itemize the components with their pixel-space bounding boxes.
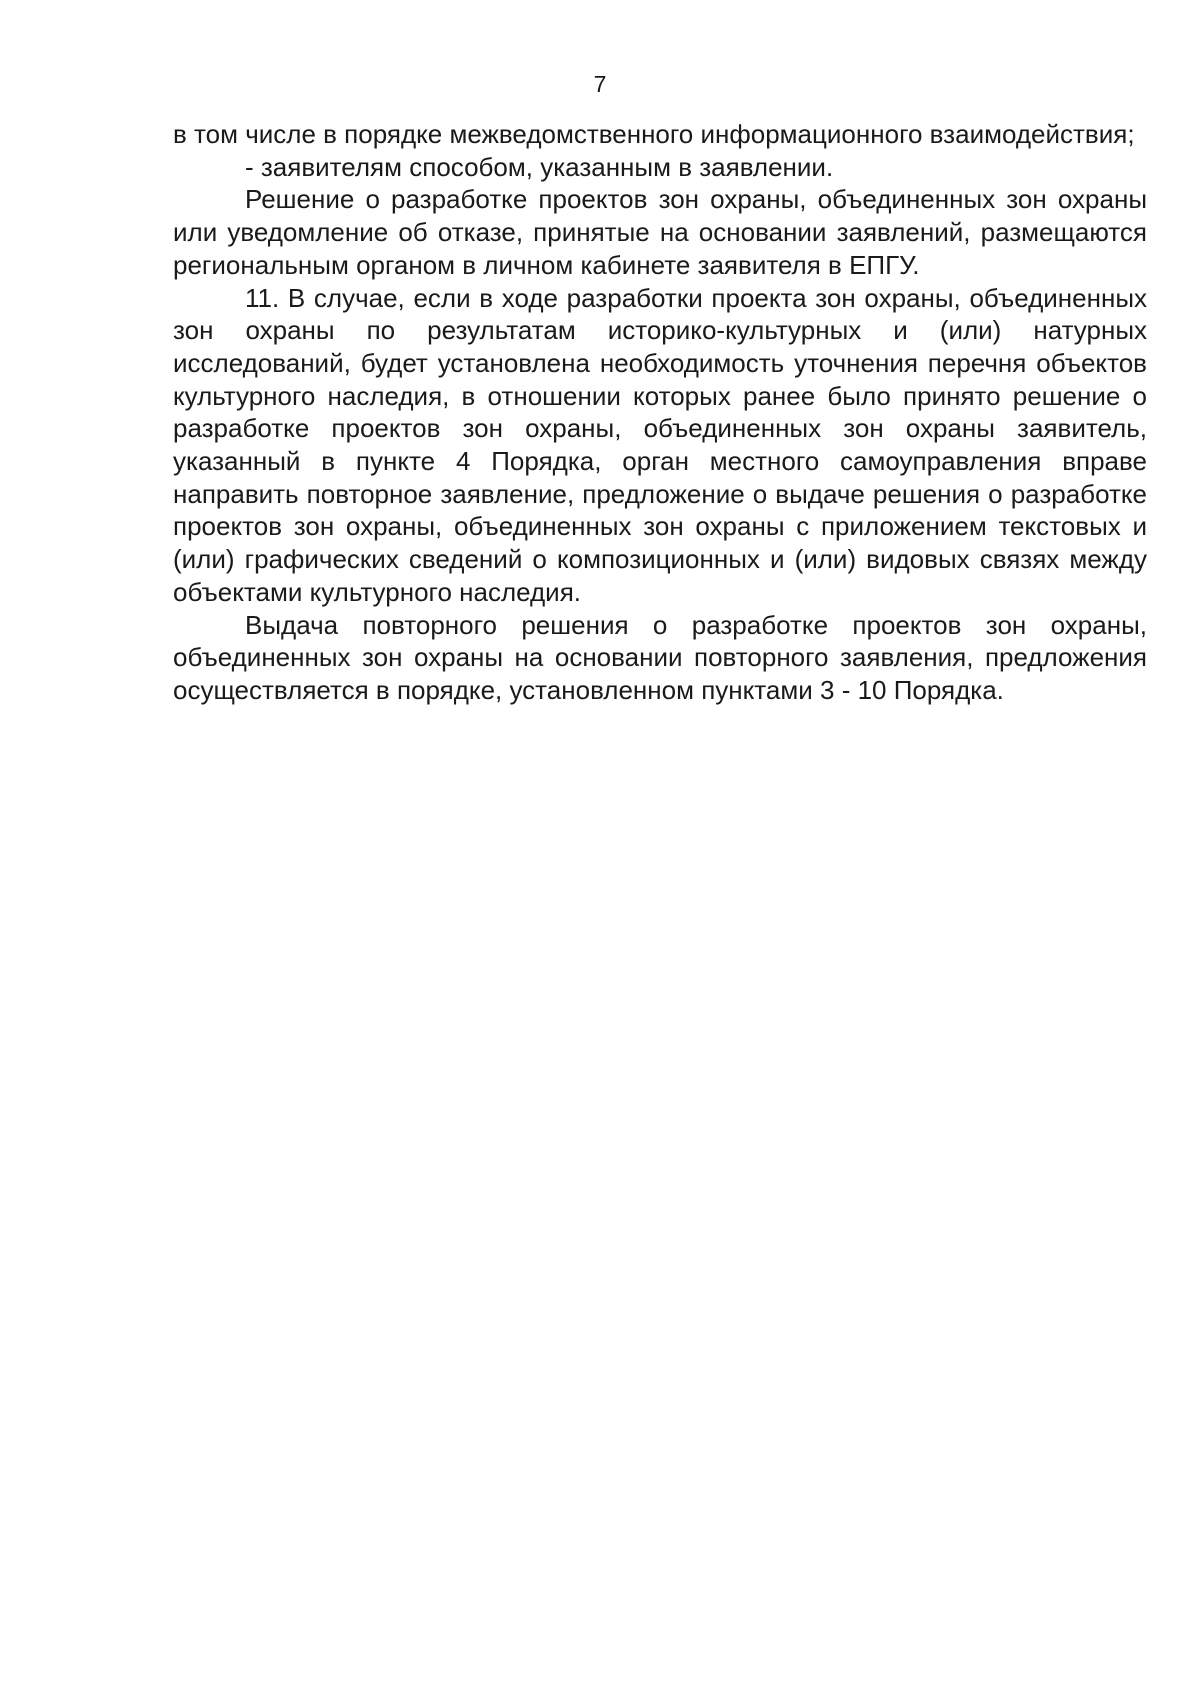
paragraph-decision-placement: Решение о разработке проектов зон охраны, объединенных зон охраны или уведомление об отказе, принятые на основании заявлений, размещаются региональным органом в личном кабинете заявителя в ЕПГУ. <box>173 184 1147 280</box>
page-number: 7 <box>593 71 607 97</box>
paragraph-continuation: в том числе в порядке межведомственного информационного взаимодействия; <box>173 119 1135 149</box>
paragraph-applicants-notice: - заявителям способом, указанным в заявлении. <box>245 151 834 182</box>
paragraph-repeat-decision: Выдача повторного решения о разработке проектов зон охраны, объединенных зон охраны на основании повторного заявления, предложения осуществляется в порядке, установленном пунктами 3 - 10 Порядка. <box>173 609 1147 705</box>
document-body <box>173 118 1147 707</box>
paragraph-item-11: 11. В случае, если в ходе разработки проекта зон охраны, объединенных зон охраны по результатам историко-культурных и (или) натурных исследований, будет установлена необходимость уточнения перечня объектов культурного наследия, в отношении которых ранее было принято решение о разработке проектов зон охраны, объединенных зон охраны заявитель, указанный в пункте 4 Порядка, орган местного самоуправления вправе направить повторное заявление, предложение о выдаче решения о разработке проектов зон охраны, объединенных зон охраны с приложением текстовых и (или) графических сведений о композиционных и (или) видовых связях между объектами культурного наследия. <box>173 282 1147 607</box>
